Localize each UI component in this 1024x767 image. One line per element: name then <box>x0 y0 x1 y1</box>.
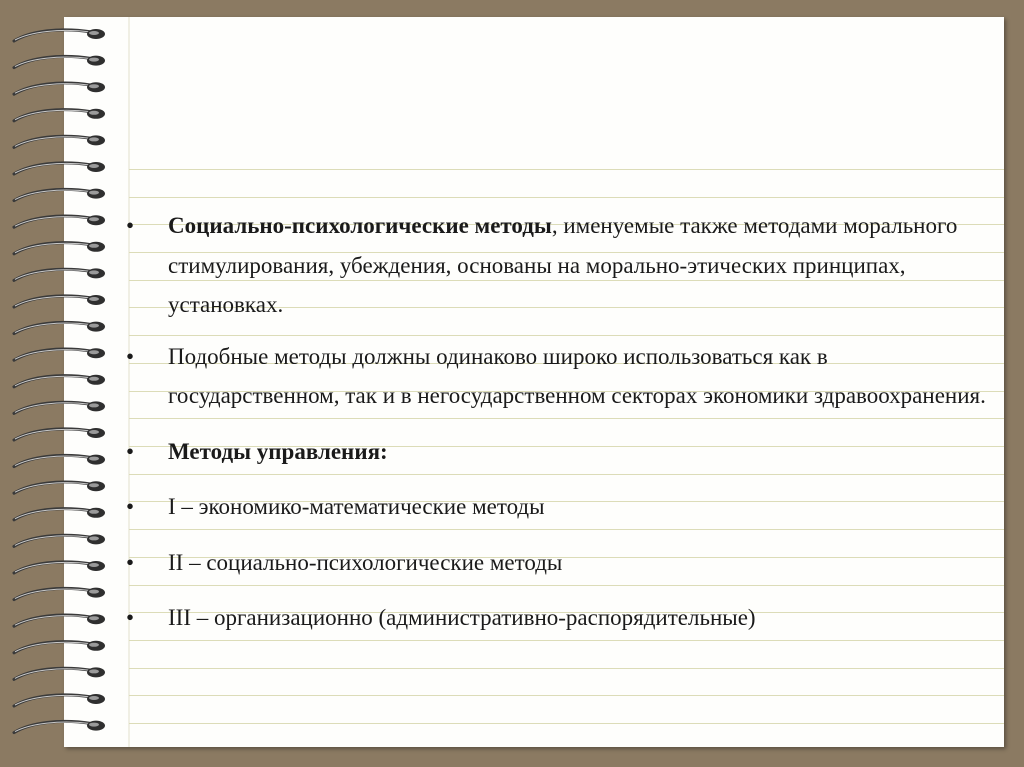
ruled-line <box>129 695 1004 696</box>
bullet-dot: • <box>126 213 135 238</box>
ruled-line <box>129 169 1004 170</box>
bullet-item-2 <box>126 337 996 416</box>
binding-ring <box>14 162 105 174</box>
bullet-dot: • <box>126 549 135 575</box>
binding-ring <box>14 641 105 653</box>
bullet-4-text: I – экономико-математические методы <box>168 494 545 519</box>
bullet-5-text: II – социально-психологические методы <box>168 549 563 575</box>
ruled-line <box>129 723 1004 724</box>
bullet-1-text: , именуемые также методами морального стимулирования, убеждения, основаны на морально-этических принципах, установках. <box>168 213 958 317</box>
binding-ring <box>14 614 105 626</box>
ruled-line <box>129 668 1004 669</box>
bullet-item-3 <box>126 432 996 472</box>
binding-ring <box>14 135 105 147</box>
ruled-line <box>129 640 1004 641</box>
binding-ring <box>14 268 105 280</box>
binding-ring <box>14 694 105 706</box>
binding-ring <box>14 455 105 467</box>
binding-ring <box>14 109 105 121</box>
spiral-binding-icon <box>0 0 120 767</box>
binding-ring <box>14 401 105 413</box>
bullet-dot: • <box>126 605 135 630</box>
bullet-item-5 <box>126 543 996 583</box>
binding-ring <box>14 322 105 334</box>
bullet-item-4 <box>126 487 996 527</box>
bullet-dot: • <box>126 438 135 464</box>
bullet-item-1 <box>126 206 996 325</box>
binding-ring <box>14 561 105 573</box>
binding-ring <box>14 588 105 600</box>
binding-ring <box>14 375 105 387</box>
binding-ring <box>14 667 105 679</box>
binding-ring <box>14 29 105 41</box>
binding-ring <box>14 242 105 254</box>
binding-ring <box>14 348 105 360</box>
ruled-line <box>129 197 1004 198</box>
bullet-item-6 <box>126 598 996 638</box>
bullet-dot: • <box>126 494 135 519</box>
bullet-1-bold: Социально-психологические методы <box>168 213 552 238</box>
binding-ring <box>14 721 105 733</box>
slide-content <box>126 206 996 638</box>
binding-ring <box>14 189 105 201</box>
binding-ring <box>14 82 105 94</box>
bullet-6-text: III – организационно (административно-распорядительные) <box>168 605 756 630</box>
bullet-dot: • <box>126 343 135 369</box>
bullet-2-text: Подобные методы должны одинаково широко использоваться как в государственном, так и в негосударственном секторах экономики здравоохранения. <box>168 343 986 408</box>
binding-ring <box>14 534 105 546</box>
binding-ring <box>14 215 105 227</box>
binding-ring <box>14 295 105 307</box>
binding-ring <box>14 428 105 440</box>
bullet-3-bold: Методы управления: <box>168 438 388 464</box>
binding-ring <box>14 508 105 520</box>
binding-ring <box>14 56 105 68</box>
binding-ring <box>14 481 105 493</box>
